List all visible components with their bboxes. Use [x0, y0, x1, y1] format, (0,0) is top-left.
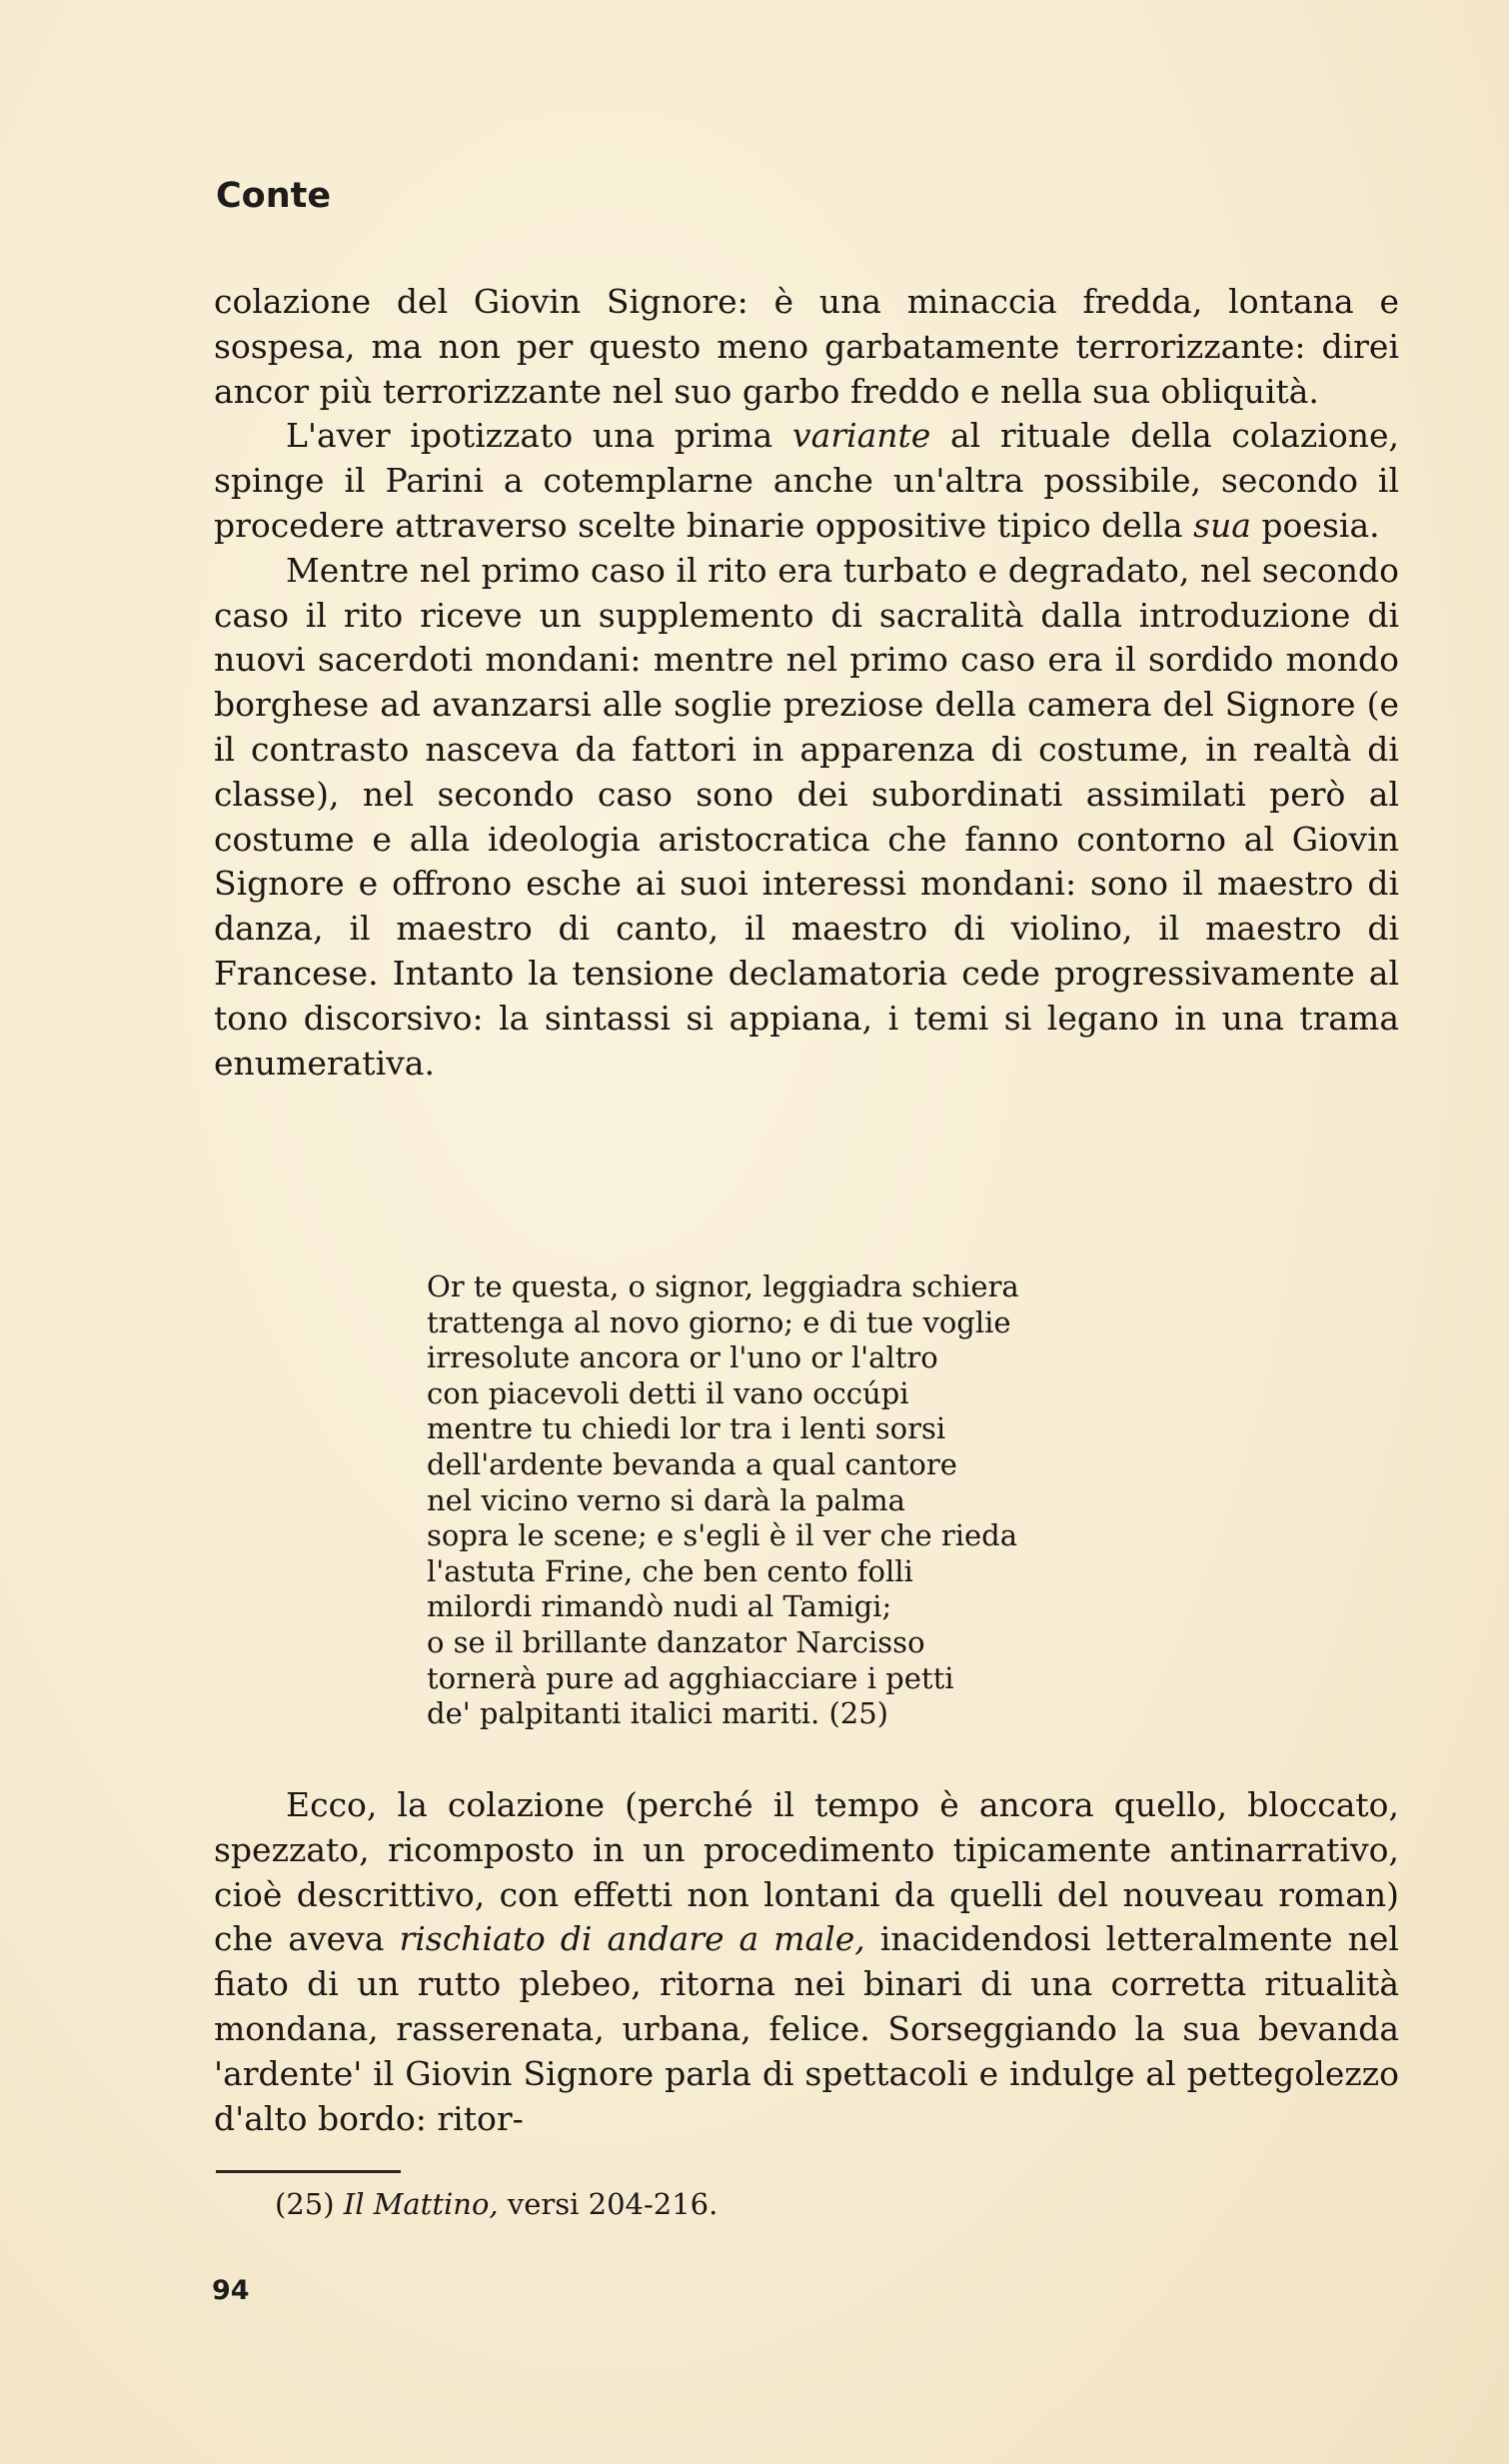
footnote-marker: (25)	[275, 2187, 335, 2221]
verse-line: dell'ardente bevanda a qual cantore	[427, 1446, 957, 1481]
verse-line: con piacevoli detti il vano occúpi	[427, 1375, 909, 1410]
body-text-upper	[214, 280, 1399, 1086]
verse-line: de' palpitanti italici mariti. (25)	[427, 1696, 888, 1731]
paragraph-3: Mentre nel primo caso il rito era turbato e degradato, nel secondo caso il rito riceve un supplemento di sacralità dalla introduzione di nuovi sacerdoti mondani: mentre nel primo caso era il sordido mondo borghese ad avanzarsi alle soglie preziose della camera del Signore (e il contrasto nasceva da fattori in apparenza di costume, in realtà di classe), nel secondo caso sono dei subordinati assimilati però al costume e alla ideologia aristocratica che fanno contorno al Giovin Signore e offrono esche ai suoi interessi mondani: sono il maestro di danza, il maestro di canto, il maestro di violino, il maestro di Francese. Intanto la tensione declamatoria cede progressivamente al tono discorsivo: la sintassi si appiana, i temi si legano in una trama enumerativa.	[214, 550, 1399, 1083]
paragraph-1: colazione del Giovin Signore: è una minaccia fredda, lontana e sospesa, ma non per questo meno garbatamente terrorizzante: direi ancor più terrorizzante nel suo garbo freddo e nella sua obliquità.	[214, 282, 1399, 411]
footnote	[275, 2187, 718, 2221]
verse-line: mentre tu chiedi lor tra i lenti sorsi	[427, 1411, 946, 1446]
verse-line: nel vicino verno si darà la palma	[427, 1482, 905, 1517]
footnote-title: Il Mattino,	[343, 2187, 499, 2221]
verse-line: l'astuta Frine, che ben cento folli	[427, 1553, 913, 1588]
paragraph-4: Ecco, la colazione (perché il tempo è ancora quello, bloccato, spezzato, ricomposto in un procedimento tipicamente antinarrativo, cioè descrittivo, con effetti non lontani da quelli del nouveau roman) che aveva rischiato di andare a male, inacidendosi letteralmente nel fiato di un rutto plebeo, ritorna nei binari di una corretta ritualità mondana, rasserenata, urbana, felice. Sorseggiando la sua bevanda 'ardente' il Giovin Signore parla di spettacoli e indulge al pettegolezzo d'alto bordo: ritor-	[214, 1785, 1399, 2138]
paragraph-2: L'aver ipotizzato una prima variante al rituale della colazione, spinge il Parini a cotemplarne anche un'altra possibile, secondo il procedere attraverso scelte binarie oppositive tipico della sua poesia.	[214, 416, 1399, 545]
verse-line: tornerà pure ad agghiacciare i petti	[427, 1660, 954, 1695]
footnote-reference: versi 204-216.	[507, 2187, 719, 2221]
verse-quotation	[427, 1269, 1226, 1732]
footnote-divider	[216, 2170, 401, 2173]
body-text-lower	[214, 1783, 1399, 2141]
verse-line: milordi rimandò nudi al Tamigi;	[427, 1589, 892, 1624]
verse-line: o se il brillante danzator Narcisso	[427, 1624, 925, 1659]
emphasis-variante: variante	[791, 416, 931, 456]
page-number: 94	[212, 2275, 250, 2306]
verse-line: trattenga al novo giorno; e di tue voglie	[427, 1304, 1011, 1339]
running-title: Conte	[216, 176, 332, 216]
verse-line: Or te questa, o signor, leggiadra schiera	[427, 1269, 1019, 1303]
verse-line: sopra le scene; e s'egli è il ver che rieda	[427, 1518, 1018, 1553]
verse-line: irresolute ancora or l'uno or l'altro	[427, 1340, 938, 1375]
emphasis-sua: sua	[1193, 505, 1251, 545]
emphasis-rischiato: rischiato di andare a male,	[399, 1919, 865, 1959]
